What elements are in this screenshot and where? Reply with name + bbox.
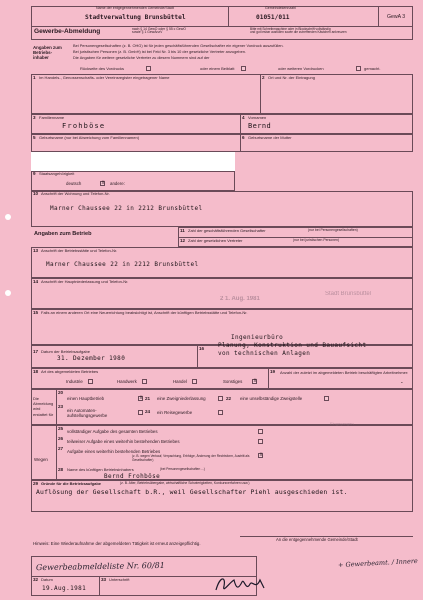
type-other-label: Sonstiges (223, 379, 243, 384)
field-2-number: 2 (262, 75, 265, 80)
field-6-number: 6 (242, 135, 245, 140)
field-16-number: 16 (199, 346, 205, 351)
field-17-number: 17 (33, 349, 39, 354)
authority-caption: Name der entgegennehmenden Gemeinde/Stadt (96, 6, 174, 10)
code-caption: Gemeindekennzahl (265, 6, 296, 10)
intro-line-3: Die Angaben für weitere gesetzliche Vertreter zu diesem Nummern sind auf der (73, 55, 210, 60)
transfer-label: Aufgabe eines weiterhin bestehenden Betriebes (67, 449, 161, 454)
employee-count-value[interactable]: - (400, 379, 405, 386)
travel-trade-checkbox[interactable] (218, 410, 223, 415)
received-side-text: Eingegangen (330, 421, 354, 426)
branch-label: eine Zweigniederlassung (157, 396, 206, 401)
field-12-note: (nur bei juristischen Personen) (293, 238, 339, 242)
punch-hole-bottom (5, 290, 11, 296)
field-15-number: 15 (33, 310, 39, 315)
dependent-branch-checkbox[interactable] (324, 396, 329, 401)
nationality-german-label: deutsch (66, 181, 82, 186)
type-craft-label: Handwerk (117, 379, 137, 384)
field-25-number: 25 (58, 426, 64, 431)
header-divider-1 (228, 6, 229, 26)
field-4-label: Vornamen (248, 115, 267, 120)
field-16-17-divider (197, 345, 198, 368)
field-1-number: 1 (33, 75, 36, 80)
field-24-number: 24 (145, 409, 151, 414)
type-trade-label: Handel (173, 379, 187, 384)
field-9-number: 9 (33, 171, 36, 176)
dependent-branch-label: eine unselbständige Zweigstelle (240, 396, 303, 401)
registration-type-label: Die Abmeldung wird erstattet für (33, 396, 54, 417)
main-business-label: einen Hauptbetrieb (67, 396, 105, 401)
field-3-number: 3 (33, 115, 36, 120)
authority-name: Stadtverwaltung Brunsbüttel (85, 14, 186, 21)
activity-value-1[interactable]: Ingenieurbüro (231, 334, 284, 341)
field-27-number: 27 (58, 446, 64, 451)
field-17-label: Datum der Betriebsaufgabe (41, 349, 90, 354)
first-name-value[interactable]: Bernd (248, 122, 272, 130)
field-14-number: 14 (33, 279, 39, 284)
other-forms-checkbox[interactable] (356, 66, 361, 71)
registration-type-divider (56, 389, 57, 425)
header-divider-2 (378, 6, 379, 26)
field-5-label: Geburtsname (nur bei Abweichung vom Familiennamen) (39, 135, 140, 140)
addressee-label: An die entgegennehmende Gemeinde/Stadt (276, 537, 358, 542)
field-21-number: 21 (145, 396, 151, 401)
field-11-label: Zahl der geschäftsführenden Gesellschafter (188, 228, 266, 233)
main-business-checkbox[interactable] (138, 396, 143, 401)
field-32-label: Datum (41, 577, 53, 582)
field-11-number: 11 (180, 228, 185, 233)
owner-section-label: Angaben zum Betriebs-inhaber (33, 45, 62, 61)
field-32-number: 32 (33, 577, 39, 582)
nationality-other-label: andere: (110, 181, 125, 186)
partial-closure-checkbox[interactable] (258, 439, 263, 444)
or-above-label: oder einem Beiblatt (200, 66, 235, 71)
field-33-number: 33 (101, 577, 107, 582)
signature (212, 572, 272, 596)
made-label: gemacht. (364, 66, 381, 71)
full-closure-label: vollständiger Aufgabe des gesamten Betriebes (67, 429, 158, 434)
family-name-value[interactable]: Frohböse (62, 122, 106, 130)
city-stamp: Stadt Brunsbüttel (325, 291, 372, 297)
field-18-number: 18 (33, 369, 39, 374)
field-10-number: 10 (33, 191, 39, 196)
field-3-label: Familienname (39, 115, 65, 120)
reason-label: Wegen (34, 457, 48, 462)
type-industry-checkbox[interactable] (88, 379, 93, 384)
field-28-number: 28 (58, 467, 64, 472)
field-33-label: Unterschrift (109, 577, 130, 582)
field-12-number: 12 (180, 238, 186, 243)
future-owner-note: (bei Personengesellschaften ...) (160, 467, 205, 471)
field-2-label: Ort und Nr. der Eintragung (268, 75, 315, 80)
travel-trade-label: ein Reisegewerbe (157, 410, 193, 415)
type-trade-checkbox[interactable] (192, 379, 197, 384)
field-13-label: Anschrift der Betriebsstätte und Telefon-Nr. (41, 248, 118, 253)
field-5-6-divider (240, 134, 241, 152)
intro-line-1: Bei Personengesellschaften (z. B. OHG) ist für jeden geschäftsführenden Gesellschafter ein eigener Vordruck auszufüllen. (73, 43, 284, 48)
fill-instruction: Bitte mit Schreibmaschine oder in Blockschrift vollständig und gut lesbar ausfüllen sowie die zutreffenden Kästchen ankreuzen (250, 27, 347, 35)
field-10-label: Anschrift der Wohnung und Telefon-Nr. (41, 191, 110, 196)
field-3-4-divider (240, 114, 241, 134)
code-value: 01051/011 (256, 14, 290, 21)
transfer-checkbox[interactable] (258, 453, 263, 458)
field-14-label: Anschrift der Hauptniederlassung und Telefon-Nr. (41, 279, 129, 284)
or-other-label: oder weiteren Vordrucken (278, 66, 324, 71)
supplement-checkbox[interactable] (241, 66, 246, 71)
hint-text: Hinweis: Eine Wiederaufnahme der abgemeldeten Tätigkeit ist erneut anzeigepflichtig. (33, 541, 201, 546)
field-20-number: 20 (58, 390, 64, 395)
field-5-number: 5 (33, 135, 36, 140)
field-15-label: Falls an einem anderen Ort eine Neuerrichtung beabsichtigt ist, Anschrift der künftigen Betriebsstätte und Telefon-Nr. (41, 310, 248, 315)
vending-checkbox[interactable] (138, 410, 143, 415)
field-22-number: 22 (226, 396, 232, 401)
field-1-label: Im Handels-, Genossenschafts- oder Vereinsregister eingetragener Name (39, 75, 170, 80)
residence-address-value[interactable]: Marner Chaussee 22 in 2212 Brunsbüttel (50, 205, 203, 212)
field-12-label: Zahl der gesetzlichen Vertreter (188, 238, 243, 243)
registration-type-box (31, 389, 413, 425)
vending-label: ein Automaten-aufstellungsgewerbe (67, 408, 108, 419)
redaction-bar (31, 152, 235, 171)
date-value[interactable]: 19.Aug.1981 (42, 585, 87, 592)
field-1-2-box (31, 74, 413, 114)
business-address-value[interactable]: Marner Chaussee 22 in 2212 Brunsbüttel (46, 261, 199, 268)
activity-value-3[interactable]: von technischen Anlagen (218, 350, 311, 357)
type-other-checkbox[interactable] (252, 379, 257, 384)
law-reference: nach § 14 GewO oder § 55 c GewO sowie § 1 GewAnzV (132, 27, 186, 35)
partial-closure-label: teilweiser Aufgabe eines weiterhin bestehenden Betriebes (67, 439, 180, 444)
field-18-19-divider (268, 368, 269, 389)
transfer-note: (z. B. wegen Verkauf, Verpachtung, Erbfolge, Änderung der Rechtsform, Austritt als Gesellschafter) (132, 454, 250, 462)
handwritten-list-note: Gewerbeabmeldeliste Nr. 60/81 (35, 560, 165, 573)
field-19-label: Anzahl der zuletzt im abgemeldeten Betrieb beschäftigten Arbeitnehmer: (280, 370, 409, 375)
branch-checkbox[interactable] (218, 396, 223, 401)
reverse-checkbox[interactable] (146, 66, 151, 71)
full-closure-checkbox[interactable] (258, 429, 263, 434)
field-1-2-divider (260, 74, 261, 114)
field-13-number: 13 (33, 248, 39, 253)
activity-value-2[interactable]: Planung, Konstruktion und Bauaufsicht (218, 342, 367, 349)
received-date-stamp: 2 1. Aug. 1981 (220, 296, 260, 302)
reason-divider (56, 425, 57, 480)
field-26-number: 26 (58, 436, 64, 441)
nationality-german-checkbox[interactable] (100, 181, 105, 186)
intro-line-2: Bei juristischen Personen (z. B. GmbH) ist bei Feld Nr. 3 bis 10 der gesetzliche Vertreter anzugeben. (73, 49, 246, 54)
field-29-note: (z. B. Alter, Betriebsübergabe, wirtschaftliche Schwierigkeiten, Konkursverfahren usw.) (120, 481, 250, 485)
reverse-label: Rückseite des Vordrucks (80, 66, 125, 71)
type-craft-checkbox[interactable] (142, 379, 147, 384)
field-23-number: 23 (58, 404, 64, 409)
field-6-label: Geburtsname der Mutter (248, 135, 292, 140)
closure-reason-value[interactable]: Auflösung der Gesellschaft b.R., weil Gesellschafter Piehl ausgeschieden ist. (36, 488, 348, 496)
punch-hole-top (5, 214, 11, 220)
field-19-number: 19 (270, 369, 276, 374)
field-29-label: Gründe für die Betriebsaufgabe (41, 481, 102, 486)
field-29-number: 29 (33, 481, 39, 486)
field-11-note: (nur bei Personengesellschaften) (308, 228, 358, 232)
closure-date-value[interactable]: 31. Dezember 1980 (57, 355, 126, 362)
future-owner-label: Name des künftigen Betriebsinhabers (67, 467, 134, 472)
future-owner-value[interactable]: Bernd Frohböse (104, 473, 161, 480)
handwritten-side-note: + Gewerbeamt. / Innere (337, 556, 419, 570)
form-title: Gewerbe-Abmeldung (34, 28, 101, 35)
field-32-33-divider (99, 576, 100, 596)
field-18-label: Art des abgemeldeten Betriebes (41, 369, 99, 374)
field-4-number: 4 (242, 115, 245, 120)
header-rule (31, 26, 413, 27)
field-9-label: Staatsangehörigkeit (39, 171, 75, 176)
business-section-label: Angaben zum Betrieb (34, 231, 92, 237)
form-id: GewA 3 (387, 14, 406, 20)
type-industry-label: Industrie (66, 379, 83, 384)
